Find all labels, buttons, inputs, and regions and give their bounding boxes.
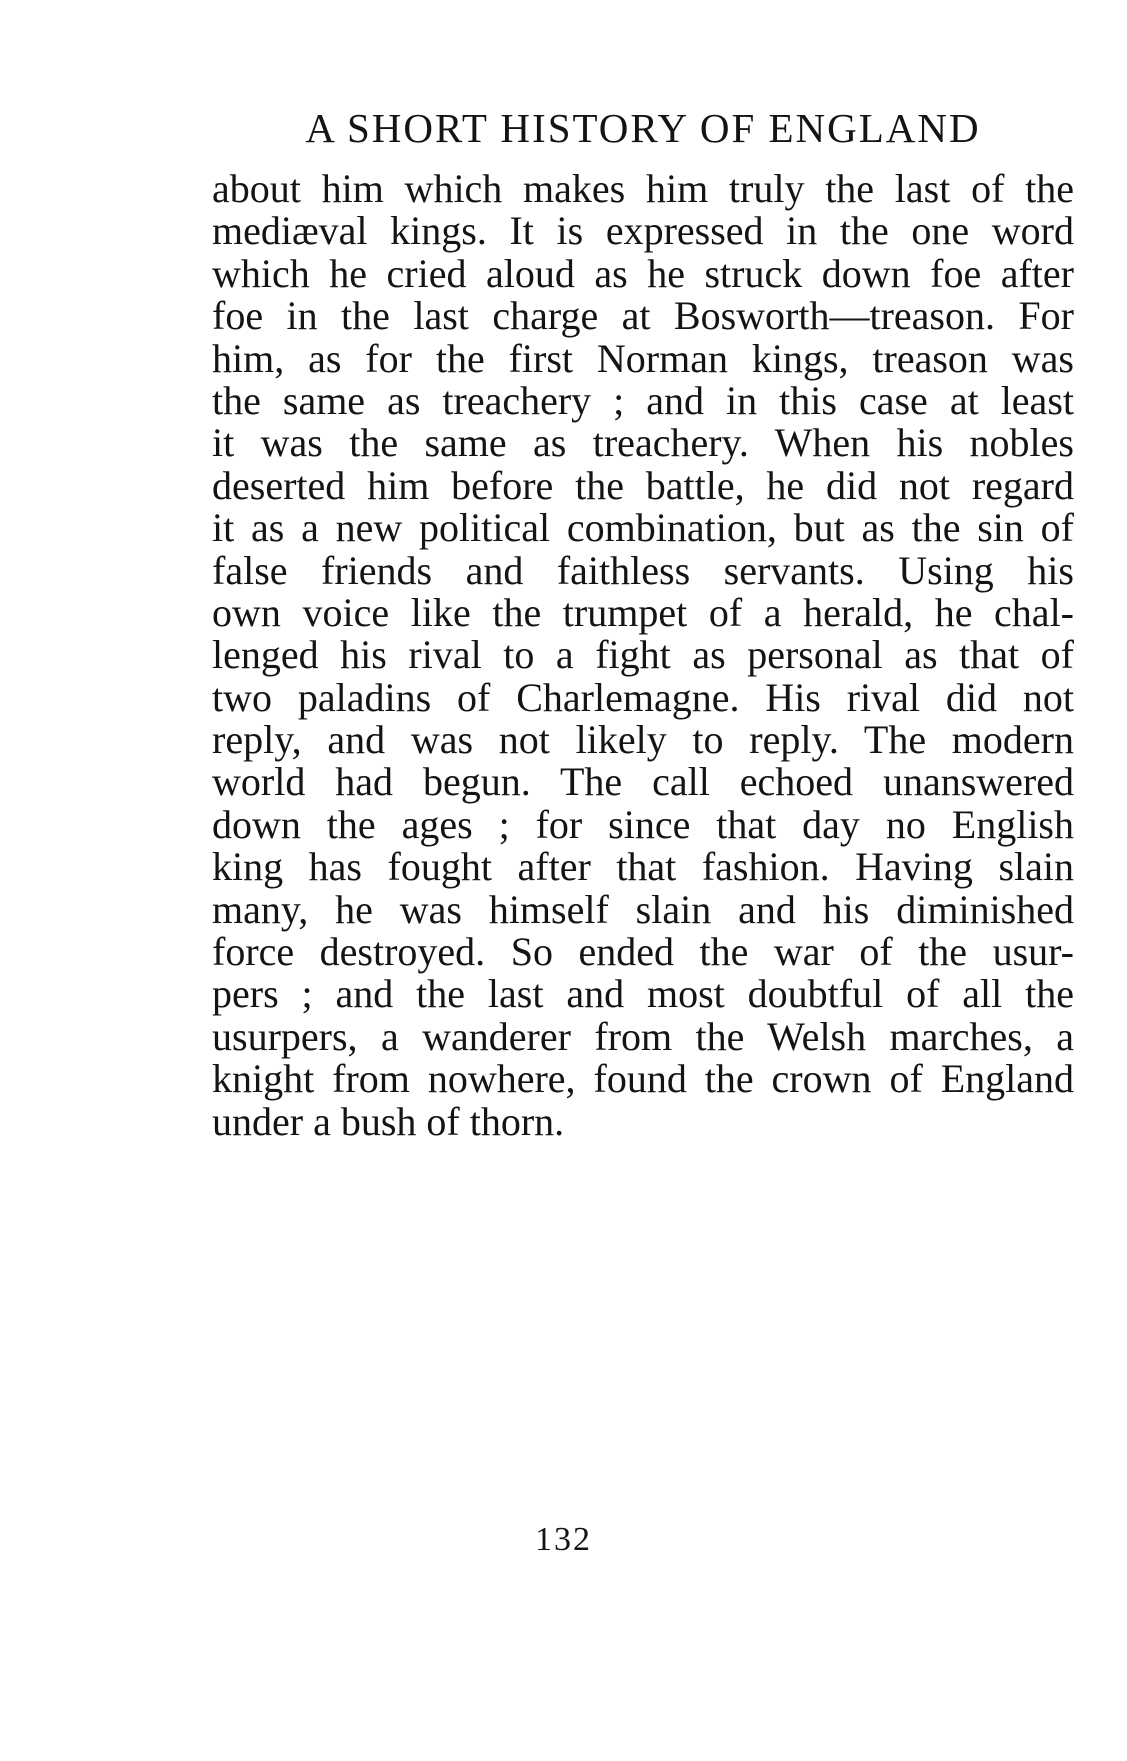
text-line: mediæval kings. It is expressed in the one word (212, 208, 1074, 254)
text-line: the same as treachery ; and in this case at least (212, 377, 1074, 423)
text-line: pers ; and the last and most doubtful of all the (212, 971, 1074, 1017)
body-text (212, 168, 1074, 1143)
text-line: knight from nowhere, found the crown of England (212, 1056, 1074, 1102)
text-line: false friends and faithless servants. Using his (212, 547, 1074, 593)
text-line: which he cried aloud as he struck down foe after (212, 250, 1074, 296)
text-line: it as a new political combination, but as the sin of (212, 505, 1074, 551)
text-line: down the ages ; for since that day no English (212, 801, 1074, 847)
text-line: foe in the last charge at Bosworth—treason. For (212, 293, 1074, 339)
page-number: 132 (535, 1521, 592, 1558)
text-line: world had begun. The call echoed unanswered (212, 759, 1074, 805)
text-line: usurpers, a wanderer from the Welsh marches, a (212, 1013, 1074, 1059)
text-line: own voice like the trumpet of a herald, he chal- (212, 589, 1074, 635)
text-line: lenged his rival to a fight as personal as that of (212, 632, 1074, 678)
text-line: it was the same as treachery. When his nobles (212, 420, 1074, 466)
text-line: many, he was himself slain and his diminished (212, 886, 1074, 932)
text-line: force destroyed. So ended the war of the usur- (212, 929, 1074, 975)
text-line: reply, and was not likely to reply. The modern (212, 717, 1074, 763)
text-line: king has fought after that fashion. Having slain (212, 844, 1074, 890)
text-line: about him which makes him truly the last of the (212, 166, 1074, 211)
text-line: deserted him before the battle, he did not regard (212, 462, 1074, 508)
text-line-last: under a bush of thorn. (212, 1098, 565, 1144)
text-line: him, as for the first Norman kings, treason was (212, 335, 1074, 381)
text-line: two paladins of Charlemagne. His rival did not (212, 674, 1074, 720)
running-head: A SHORT HISTORY OF ENGLAND (305, 105, 981, 151)
